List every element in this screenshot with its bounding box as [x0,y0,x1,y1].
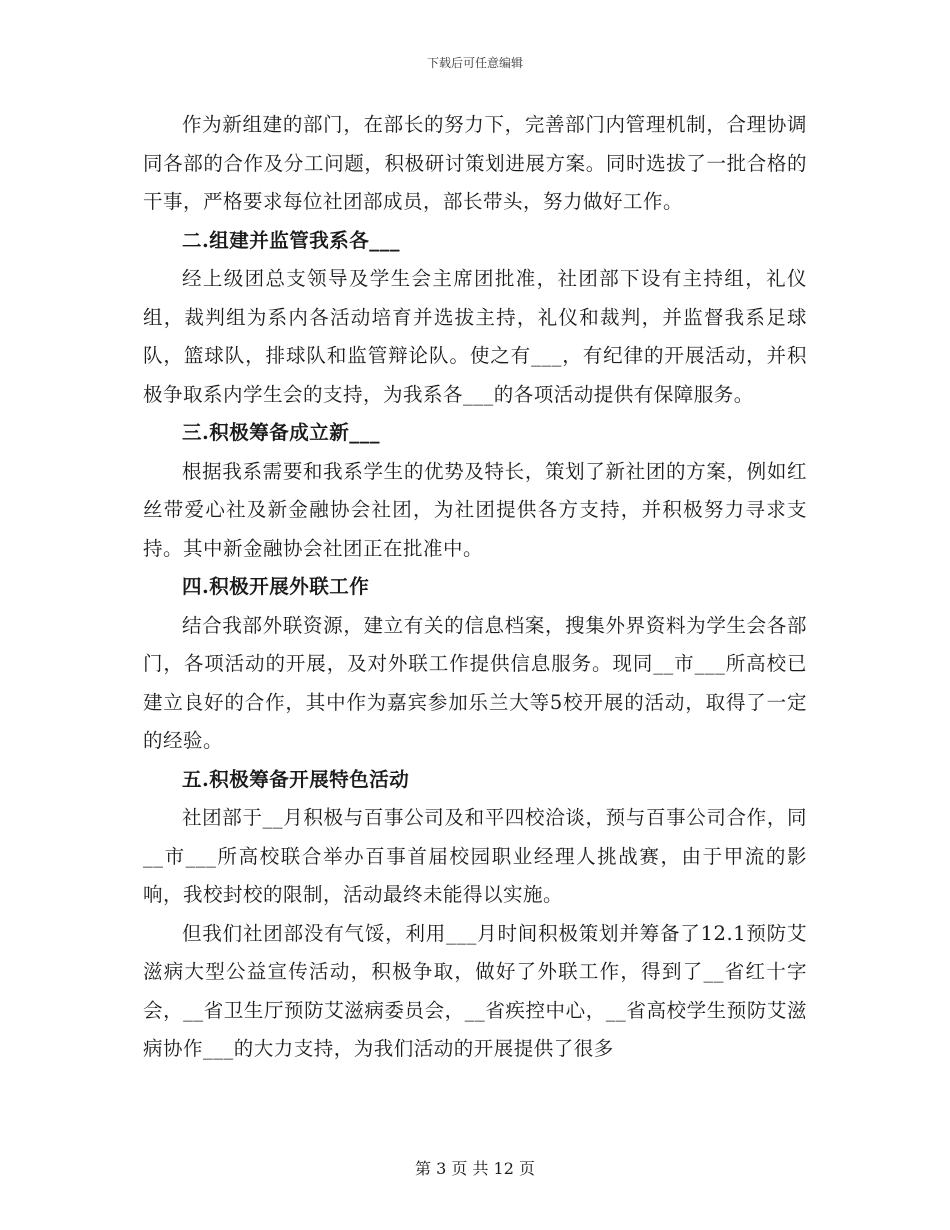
paragraph-intro: 作为新组建的部门，在部长的努力下，完善部门内管理机制，合理协调同各部的合作及分工问题，积极研讨策划进展方案。同时选拔了一批合格的干事，严格要求每位社团部成员，部长带头，努力做好工作。 [143,113,807,213]
paragraph-section-5: 社团部于__月积极与百事公司及和平四校洽谈，预与百事公司合作，同__市___所高校联合举办百事首届校园职业经理人挑战赛，由于甲流的影响，我校封校的限制，活动最终未能得以实施。 [143,806,807,906]
paragraph-section-5-continued: 但我们社团部没有气馁，利用___月时间积极策划并筹备了12.1预防艾滋病大型公益宣传活动，积极争取，做好了外联工作，得到了__省红十字会，__省卫生厅预防艾滋病委员会，__省疾控中心，__省高校学生预防艾滋病协作___的大力支持，为我们活动的开展提供了很多 [143,921,807,1060]
paragraph-section-3: 根据我系需要和我系学生的优势及特长，策划了新社团的方案，例如红丝带爱心社及新金融协会社团，为社团提供各方支持，并积极努力寻求支持。其中新金融协会社团正在批准中。 [143,459,807,560]
section-heading-5: 五.积极筹备开展特色活动 [182,767,410,791]
page-number: 第 3 页 共 12 页 [415,1159,535,1178]
paragraph-section-4: 结合我部外联资源，建立有关的信息档案，搜集外界资料为学生会各部门，各项活动的开展，及对外联工作提供信息服务。现同__市___所高校已建立良好的合作，其中作为嘉宾参加乐兰大等5校开展的活动，取得了一定的经验。 [143,613,807,752]
page-header: 下载后可任意编辑 [426,56,523,70]
section-heading-2: 二.组建并监管我系各___ [182,228,401,252]
paragraph-section-2: 经上级团总支领导及学生会主席团批准，社团部下设有主持组，礼仪组，裁判组为系内各活动培育并选拔主持，礼仪和裁判，并监督我系足球队，篮球队，排球队和监管辩论队。使之有___，有纪律的开展活动，并积极争取系内学生会的支持，为我系各___的各项活动提供有保障服务。 [143,267,807,406]
section-heading-3: 三.积极筹备成立新___ [182,421,381,444]
document-body [143,106,807,1069]
section-heading-4: 四.积极开展外联工作 [182,575,370,598]
